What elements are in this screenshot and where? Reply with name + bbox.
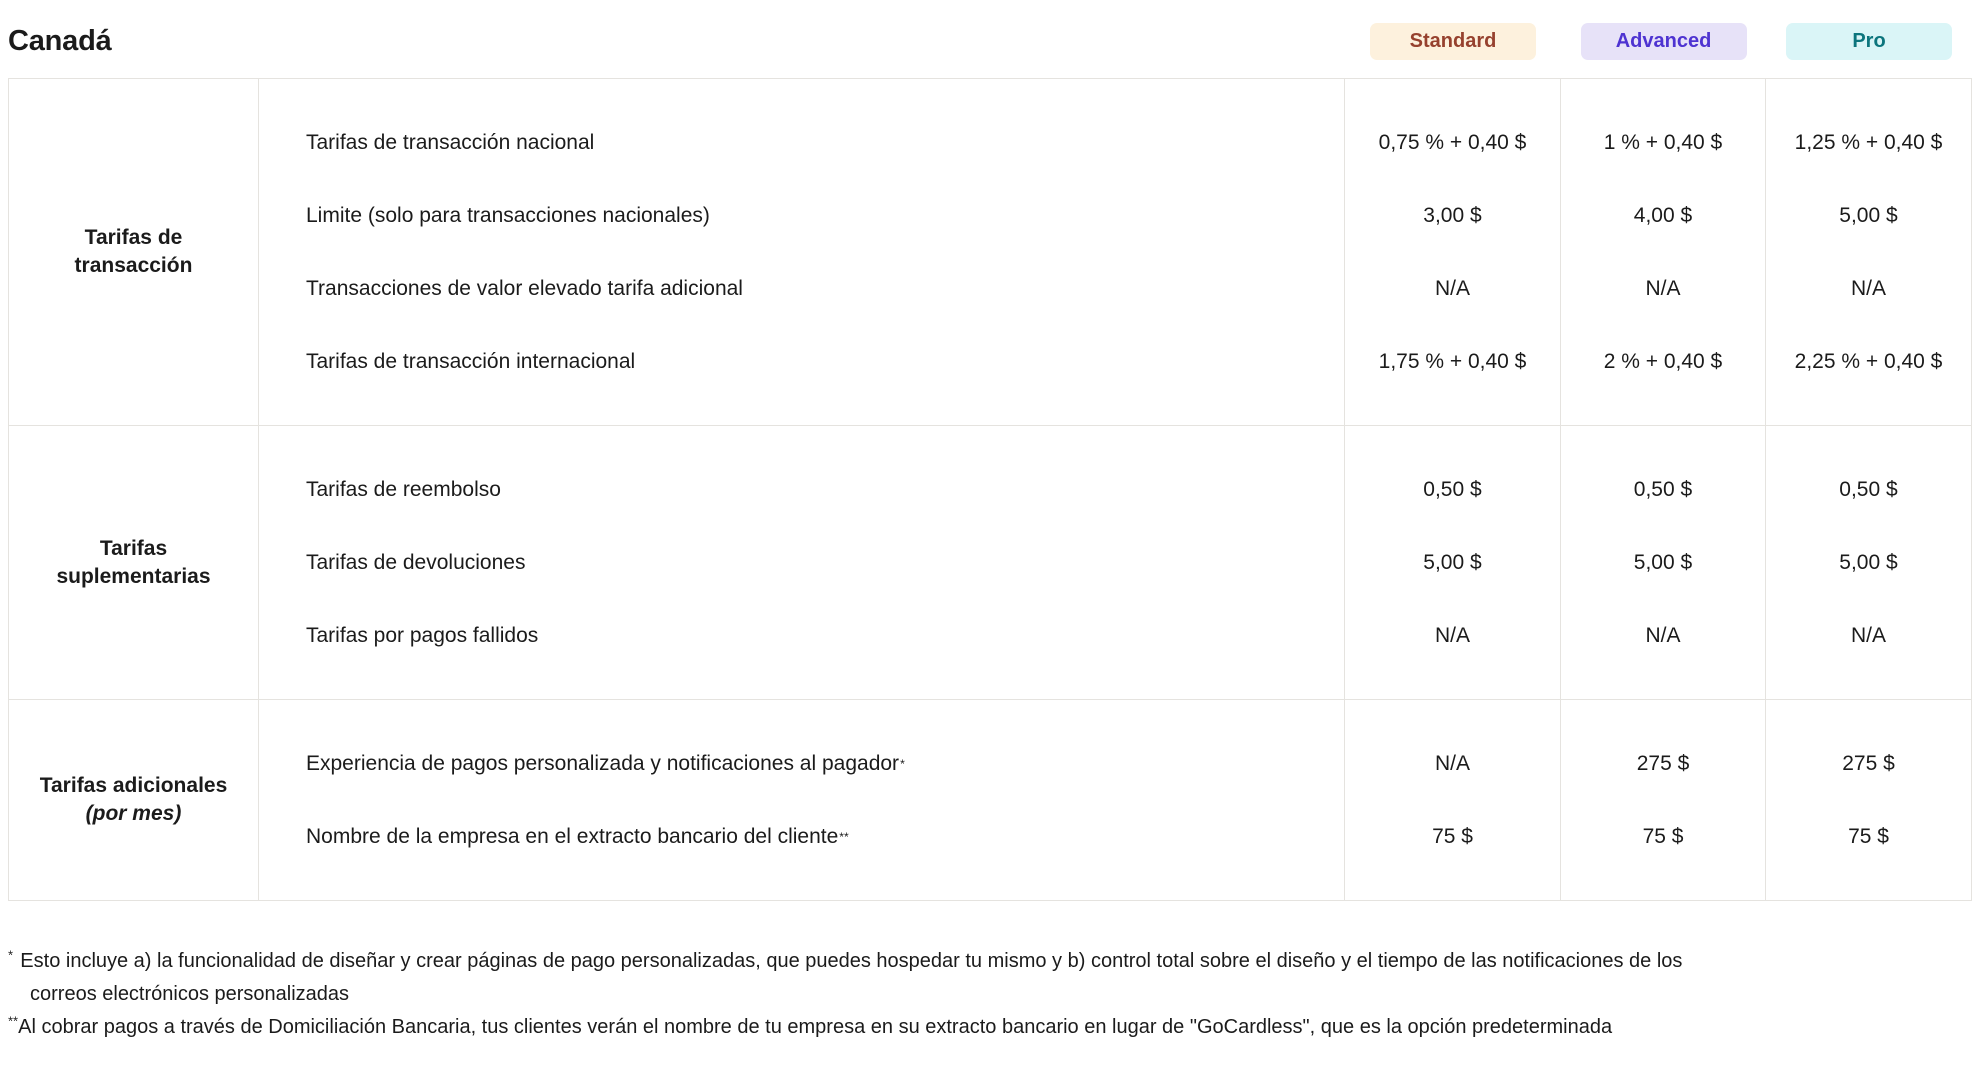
- feature-label: [306, 453, 1344, 526]
- value-cell: 4,00 $: [1633, 203, 1693, 227]
- pro-column: [1765, 426, 1971, 699]
- value-cell: 1,25 % + 0,40 $: [1794, 130, 1943, 154]
- group-label-text: Tarifas adicionales: [39, 774, 228, 798]
- value-cell: 5,00 $: [1839, 550, 1898, 574]
- feature-column: [259, 700, 1344, 900]
- feature-label: Nombre de la empresa en el extracto bancario del cliente **: [306, 824, 849, 848]
- advanced-column: [1560, 79, 1765, 425]
- footnote-text: Esto incluye a) la funcionalidad de diseñar y crear páginas de pago personalizadas, que puedes hospedar tu mismo y b) control total sobre el diseño y el tiempo de las notificaciones de los correos electrónicos personalizadas: [20, 950, 1683, 1005]
- feature-label: [306, 179, 1344, 252]
- feature-text: Transacciones de valor elevado tarifa adicional: [306, 276, 743, 300]
- feature-text: Tarifas de reembolso: [306, 477, 501, 501]
- header: [0, 0, 1980, 76]
- plan-badge-cell: [1766, 23, 1972, 60]
- footnote-marker: *: [8, 947, 21, 963]
- value-cell: 2,25 % + 0,40 $: [1794, 349, 1943, 373]
- feature-label: [306, 252, 1344, 325]
- value-cell: 5,00 $: [1633, 550, 1693, 574]
- value-cell: 5,00 $: [1423, 550, 1482, 574]
- group-label-subtext: (por mes): [85, 802, 182, 825]
- feature-text: Experiencia de pagos personalizada y notificaciones al pagador: [306, 751, 900, 775]
- footnote-2: [8, 1011, 1748, 1044]
- group-supplementary-fees: [9, 425, 1971, 699]
- value-cell: 0,50 $: [1633, 477, 1693, 501]
- plan-badge-advanced: Advanced: [1581, 23, 1747, 60]
- group-additional-fees: [9, 699, 1971, 900]
- standard-column: [1344, 426, 1560, 699]
- feature-label: [306, 599, 1344, 672]
- value-cell: N/A: [1434, 276, 1470, 300]
- pricing-table: [8, 78, 1972, 901]
- plan-badge-cell: [1345, 23, 1561, 60]
- group-transaction-fees: [9, 79, 1971, 425]
- footnote-1: [8, 945, 1748, 1011]
- pro-column: [1765, 700, 1971, 900]
- group-label-text: Tarifas suplementarias: [56, 536, 211, 588]
- value-cell: 0,50 $: [1423, 477, 1482, 501]
- value-cell: 75 $: [1432, 824, 1473, 848]
- feature-text: Tarifas de transacción internacional: [306, 349, 636, 373]
- feature-column: [259, 79, 1344, 425]
- value-cell: 0,50 $: [1839, 477, 1898, 501]
- page-title: Canadá: [8, 24, 112, 57]
- value-cell: N/A: [1434, 751, 1470, 775]
- feature-label: Experiencia de pagos personalizada y notificaciones al pagador *: [306, 751, 905, 775]
- group-label: [39, 535, 229, 590]
- advanced-column: [1560, 700, 1765, 900]
- value-cell: N/A: [1645, 623, 1681, 647]
- feature-text: Tarifas por pagos fallidos: [306, 623, 539, 647]
- value-cell: 275 $: [1842, 751, 1895, 775]
- feature-text: Tarifas de transacción nacional: [306, 130, 595, 154]
- value-cell: 1,75 % + 0,40 $: [1378, 349, 1527, 373]
- plan-badge-pro: Pro: [1786, 23, 1952, 60]
- plan-badge-cell: [1561, 23, 1766, 60]
- feature-label: [306, 325, 1344, 398]
- plan-badges: [1345, 23, 1972, 60]
- standard-column: [1344, 700, 1560, 900]
- value-cell: 2 % + 0,40 $: [1603, 349, 1723, 373]
- value-cell: N/A: [1645, 276, 1681, 300]
- feature-text: Limite (solo para transacciones nacionales): [306, 203, 710, 227]
- standard-column: [1344, 79, 1560, 425]
- value-cell: 5,00 $: [1839, 203, 1898, 227]
- value-cell: 275 $: [1636, 751, 1690, 775]
- group-label: [40, 772, 228, 827]
- feature-text: Tarifas de devoluciones: [306, 550, 526, 574]
- group-label: [39, 224, 229, 279]
- feature-label: [306, 106, 1344, 179]
- value-cell: 75 $: [1848, 824, 1889, 848]
- value-cell: 0,75 % + 0,40 $: [1378, 130, 1527, 154]
- value-cell: 3,00 $: [1423, 203, 1482, 227]
- footnotes: [8, 945, 1748, 1043]
- advanced-column: [1560, 426, 1765, 699]
- feature-column: [259, 426, 1344, 699]
- feature-text: Nombre de la empresa en el extracto bancario del cliente: [306, 824, 839, 848]
- value-cell: N/A: [1434, 623, 1470, 647]
- group-label-cell: [9, 700, 259, 900]
- value-cell: N/A: [1850, 276, 1886, 300]
- group-label-cell: [9, 426, 259, 699]
- value-cell: N/A: [1850, 623, 1886, 647]
- footnote-text: Al cobrar pagos a través de Domiciliación Bancaria, tus clientes verán el nombre de tu empresa en su extracto bancario en lugar de "GoCardless", que es la opción predeterminada: [18, 1015, 1613, 1038]
- group-label-text: Tarifas de transacción: [74, 226, 193, 277]
- plan-badge-standard: Standard: [1370, 23, 1536, 60]
- footnote-marker: **: [8, 1012, 19, 1028]
- group-label-cell: [9, 79, 259, 425]
- value-cell: 1 % + 0,40 $: [1603, 130, 1723, 154]
- value-cell: 75 $: [1642, 824, 1684, 848]
- pro-column: [1765, 79, 1971, 425]
- feature-label: [306, 526, 1344, 599]
